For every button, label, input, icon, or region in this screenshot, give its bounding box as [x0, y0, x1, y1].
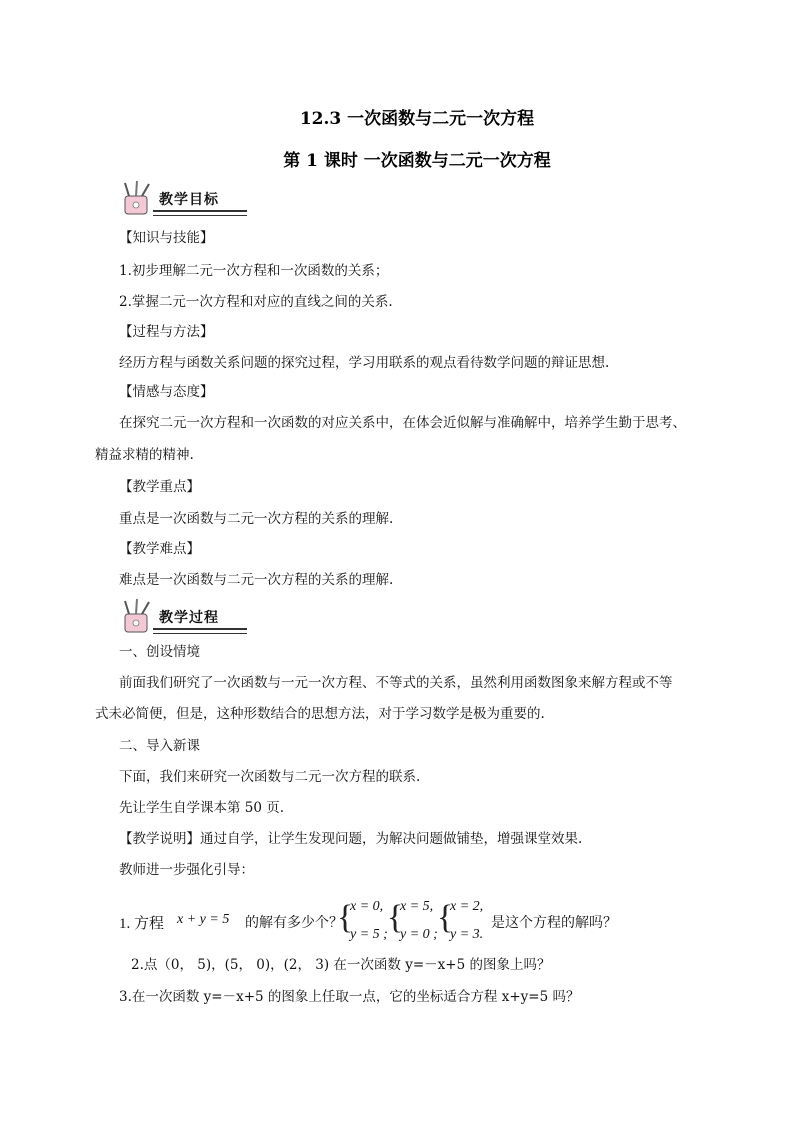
section-2-line2: 先让学生自学课本第 50 页.: [119, 800, 285, 816]
q1-suffix: 是这个方程的解吗？: [491, 916, 617, 931]
emotion-text-line2: 精益求精的精神.: [95, 447, 194, 463]
process-method-heading: 【过程与方法】: [119, 324, 214, 340]
section-1-line2: 式未必简便，但是，这种形数结合的思想方法，对于学习数学是极为重要的.: [95, 706, 545, 722]
difficulty-text: 难点是一次函数与二元一次方程的关系的理解.: [119, 572, 394, 588]
section-2-heading: 二、导入新课: [119, 738, 200, 754]
brace-1: {: [337, 899, 354, 936]
knowledge-heading: 【知识与技能】: [119, 230, 214, 246]
pencil-cup-icon: [117, 180, 157, 216]
process-method-text: 经历方程与函数关系问题的探究过程，学习用联系的观点看待数学问题的辩证思想.: [119, 355, 610, 371]
system2-eq-a: x = 5,: [400, 899, 434, 914]
q1-mid: 的解有多少个？: [245, 916, 343, 931]
system1-eq-a: x = 0,: [350, 899, 384, 914]
system3-eq-a: x = 2,: [450, 899, 484, 914]
system1-eq-b: y = 5 ;: [350, 927, 388, 942]
question-2: 2.点（0， 5)，(5， 0)，(2， 3) 在一次函数 y=－x+5 的图象上吗？: [131, 957, 551, 973]
q1-equation: x + y = 5: [177, 912, 230, 927]
pencil-cup-icon: [117, 598, 157, 634]
question-3: 3.在一次函数 y=－x+5 的图象上任取一点，它的坐标适合方程 x+y=5 吗？: [119, 989, 580, 1005]
teaching-note: 【教学说明】通过自学，让学生发现问题，为解决问题做铺垫，增强课堂效果.: [119, 831, 583, 847]
section-badge-goals: [117, 180, 249, 216]
section-1-line1: 前面我们研究了一次函数与一元一次方程、不等式的关系，虽然利用函数图象来解方程或不等: [119, 675, 673, 691]
section-2-line1: 下面，我们来研究一次函数与二元一次方程的联系.: [119, 769, 421, 785]
section-1-heading: 一、创设情境: [119, 644, 200, 660]
key-point-heading: 【教学重点】: [119, 479, 200, 495]
brace-3: {: [437, 899, 454, 936]
badge-underline-thin: [153, 633, 247, 634]
badge-underline-thin: [153, 215, 247, 216]
knowledge-item-2: 2.掌握二元一次方程和对应的直线之间的关系.: [119, 294, 393, 310]
lesson-title: 12.3 一次函数与二元一次方程: [299, 109, 535, 129]
difficulty-heading: 【教学难点】: [119, 541, 200, 557]
teacher-guide: 教师进一步强化引导：: [119, 862, 254, 878]
question-1: [119, 896, 679, 946]
system2-eq-b: y = 0 ;: [400, 927, 438, 942]
badge-underline: [153, 628, 247, 630]
brace-2: {: [387, 899, 404, 936]
emotion-heading: 【情感与态度】: [119, 384, 214, 400]
lesson-subtitle: 第 1 课时 一次函数与二元一次方程: [283, 151, 551, 171]
badge-label: 教学目标: [159, 192, 219, 208]
knowledge-item-1: 1.初步理解二元一次方程和一次函数的关系；: [119, 263, 389, 279]
emotion-text-line1: 在探究二元一次方程和一次函数的对应关系中，在体会近似解与准确解中，培养学生勤于思考、: [119, 415, 686, 431]
key-point-text: 重点是一次函数与二元一次方程的关系的理解.: [119, 511, 394, 527]
q1-prefix: 1. 方程: [119, 916, 165, 932]
badge-underline: [153, 210, 247, 212]
section-badge-process: [117, 598, 249, 634]
badge-label: 教学过程: [159, 610, 219, 626]
system3-eq-b: y = 3.: [450, 927, 484, 942]
